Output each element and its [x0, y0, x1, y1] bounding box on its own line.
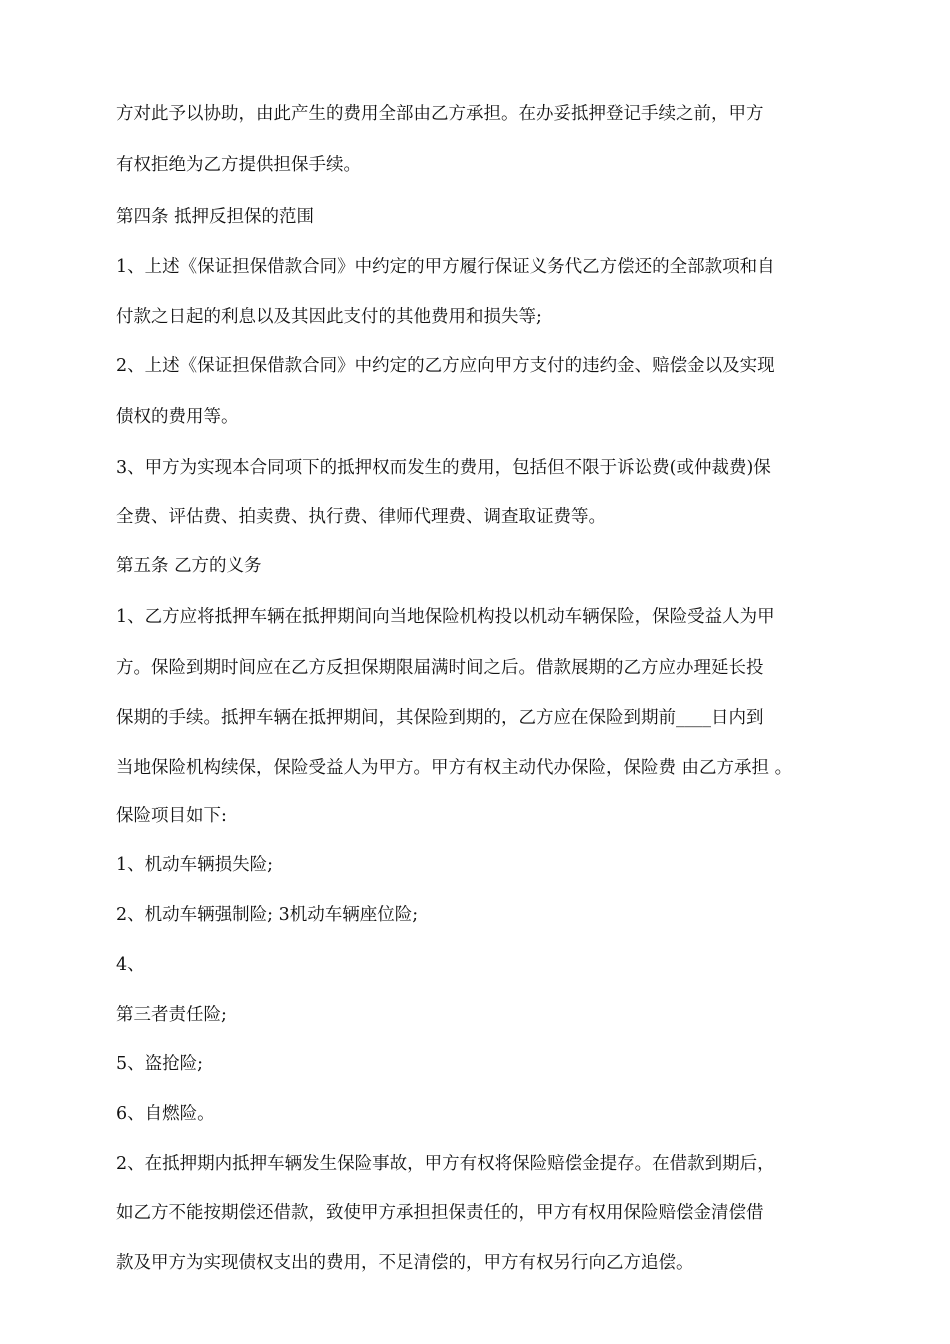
list-item: 5、盗抢险;: [116, 1054, 204, 1074]
section-heading: 第五条 乙方的义务: [116, 556, 262, 576]
list-item: 4、: [116, 955, 145, 975]
paragraph-line: 方对此予以协助，由此产生的费用全部由乙方承担。在办妥抵押登记手续之前，甲方: [116, 104, 764, 124]
list-item: 2、机动车辆强制险; 3机动车辆座位险;: [116, 905, 419, 925]
paragraph-line: 2、在抵押期内抵押车辆发生保险事故，甲方有权将保险赔偿金提存。在借款到期后，: [116, 1154, 775, 1174]
paragraph-line: 1、上述《保证担保借款合同》中约定的甲方履行保证义务代乙方偿还的全部款项和自: [116, 257, 775, 277]
paragraph-line: 如乙方不能按期偿还借款，致使甲方承担担保责任的，甲方有权用保险赔偿金清偿借: [116, 1203, 764, 1223]
paragraph-line: 1、乙方应将抵押车辆在抵押期间向当地保险机构投以机动车辆保险，保险受益人为甲: [116, 607, 775, 627]
paragraph-line: 方。保险到期时间应在乙方反担保期限届满时间之后。借款展期的乙方应办理延长投: [116, 658, 764, 678]
paragraph-line: 保期的手续。抵押车辆在抵押期间，其保险到期的，乙方应在保险到期前____日内到: [116, 708, 764, 728]
list-item: 第三者责任险;: [116, 1005, 227, 1025]
paragraph-line: 2、上述《保证担保借款合同》中约定的乙方应向甲方支付的违约金、赔偿金以及实现: [116, 356, 775, 376]
paragraph-line: 有权拒绝为乙方提供担保手续。: [116, 155, 361, 175]
paragraph-line: 债权的费用等。: [116, 407, 239, 427]
paragraph-line: 款及甲方为实现债权支出的费用，不足清偿的，甲方有权另行向乙方追偿。: [116, 1253, 694, 1273]
paragraph-line: 当地保险机构续保，保险受益人为甲方。甲方有权主动代办保险，保险费 由乙方承担 。: [116, 758, 793, 778]
list-item: 6、自燃险。: [116, 1104, 215, 1124]
paragraph-line: 3、甲方为实现本合同项下的抵押权而发生的费用，包括但不限于诉讼费(或仲裁费)保: [116, 458, 771, 478]
list-item: 1、机动车辆损失险;: [116, 855, 274, 875]
paragraph-line: 全费、评估费、拍卖费、执行费、律师代理费、调查取证费等。: [116, 507, 606, 527]
section-heading: 第四条 抵押反担保的范围: [116, 207, 315, 227]
paragraph-line: 付款之日起的利息以及其因此支付的其他费用和损失等;: [116, 307, 542, 327]
paragraph-line: 保险项目如下:: [116, 806, 227, 826]
